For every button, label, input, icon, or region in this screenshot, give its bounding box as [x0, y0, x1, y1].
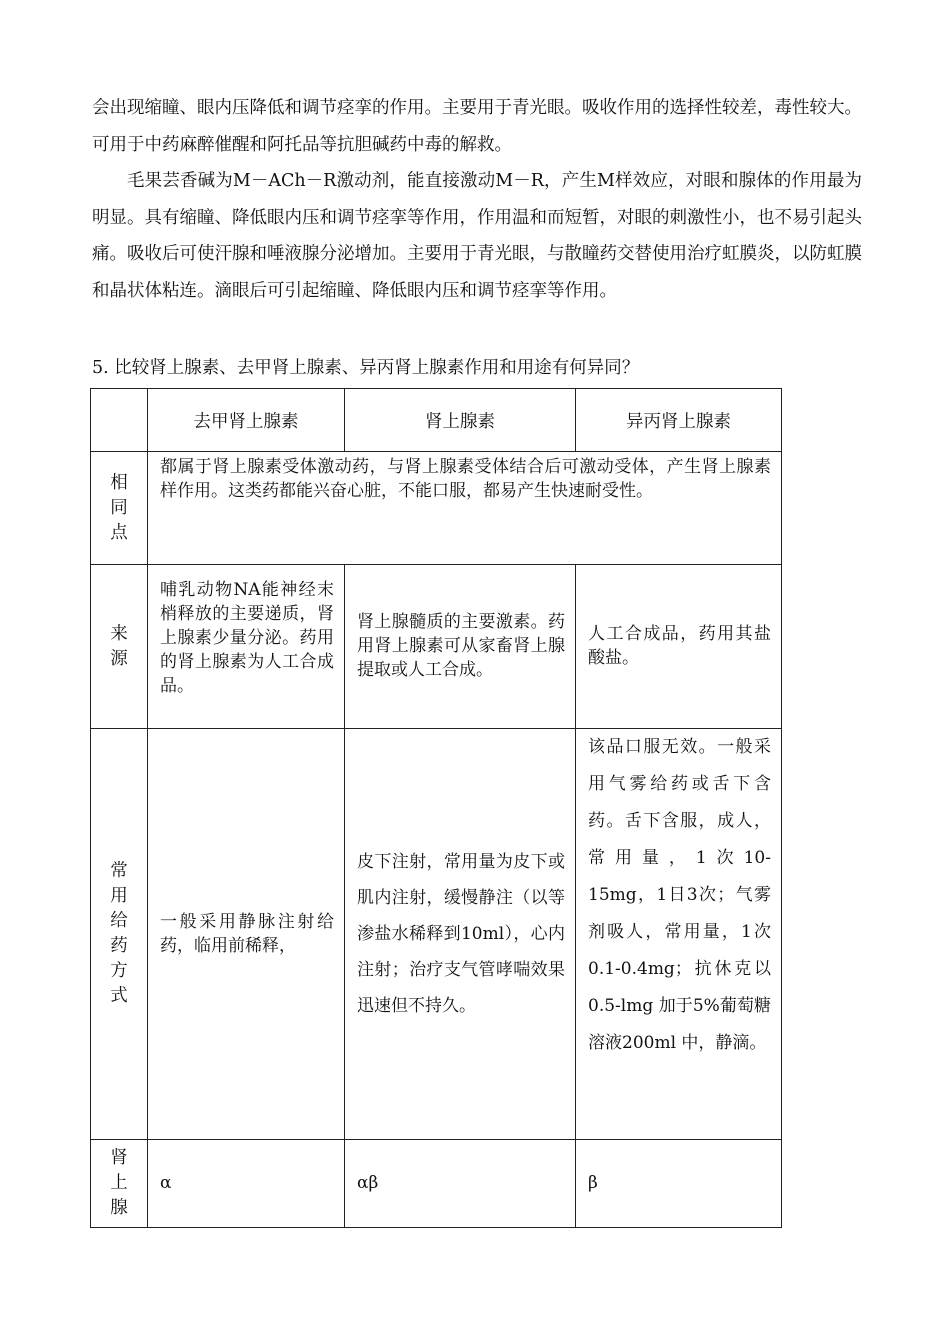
table-row-source: [91, 565, 782, 729]
row-label-source: 来 源: [91, 565, 148, 729]
receptor-epinephrine: αβ: [345, 1140, 576, 1228]
row-label-similarities: 相 同 点: [91, 452, 148, 565]
administration-epinephrine: 皮下注射，常用量为皮下或肌内注射，缓慢静注（以等渗盐水稀释到10ml），心内注射；治疗支气管哮喘效果迅速但不持久。: [345, 729, 576, 1140]
receptor-isoprenaline: β: [576, 1140, 782, 1228]
comparison-table: [90, 388, 782, 1228]
administration-isoprenaline: 该品口服无效。一般采用气雾给药或舌下含药。舌下含服，成人，常用量，1次10-15mg，1日3次；气雾剂吸人，常用量，1次0.1-0.4mg；抗休克以0.5-lmg 加于5%葡萄糖溶液200ml 中，静滴。: [576, 729, 782, 1140]
source-norepinephrine: 哺乳动物NA能神经末梢释放的主要递质，肾上腺素少量分泌。药用的肾上腺素为人工合成品。: [148, 565, 345, 729]
header-corner-cell: [91, 389, 148, 452]
header-isoprenaline: 异丙肾上腺素: [576, 389, 782, 452]
similarities-cell: 都属于肾上腺素受体激动药，与肾上腺素受体结合后可激动受体，产生肾上腺素样作用。这类药都能兴奋心脏，不能口服，都易产生快速耐受性。: [148, 452, 782, 565]
question-heading: 5. 比较肾上腺素、去甲肾上腺素、异丙肾上腺素作用和用途有何异同？: [92, 358, 640, 378]
source-epinephrine: 肾上腺髓质的主要激素。药用肾上腺素可从家畜肾上腺提取或人工合成。: [345, 565, 576, 729]
receptor-norepinephrine: α: [148, 1140, 345, 1228]
row-label-administration: 常 用 给 药 方 式: [91, 729, 148, 1140]
table-row-similarities: [91, 452, 782, 565]
row-label-receptor: 肾 上 腺: [91, 1140, 148, 1228]
paragraph-continuation: 会出现缩瞳、眼内压降低和调节痉挛的作用。主要用于青光眼。吸收作用的选择性较差，毒性较大。可用于中药麻醉催醒和阿托品等抗胆碱药中毒的解救。: [92, 98, 862, 155]
table-header-row: [91, 389, 782, 452]
table-row-receptor: [91, 1140, 782, 1228]
administration-norepinephrine: 一般采用静脉注射给药，临用前稀释，: [148, 729, 345, 1140]
paragraph-pilocarpine: 毛果芸香碱为M－ACh－R激动剂，能直接激动M－R，产生M样效应，对眼和腺体的作用最为明显。具有缩瞳、降低眼内压和调节痉挛等作用，作用温和而短暂，对眼的刺激性小，也不易引起头痛。吸收后可使汗腺和唾液腺分泌增加。主要用于青光眼，与散瞳药交替使用治疗虹膜炎，以防虹膜和晶状体粘连。滴眼后可引起缩瞳、降低眼内压和调节痉挛等作用。: [92, 171, 862, 301]
source-isoprenaline: 人工合成品，药用其盐酸盐。: [576, 565, 782, 729]
header-norepinephrine: 去甲肾上腺素: [148, 389, 345, 452]
table-row-administration: [91, 729, 782, 1140]
header-epinephrine: 肾上腺素: [345, 389, 576, 452]
